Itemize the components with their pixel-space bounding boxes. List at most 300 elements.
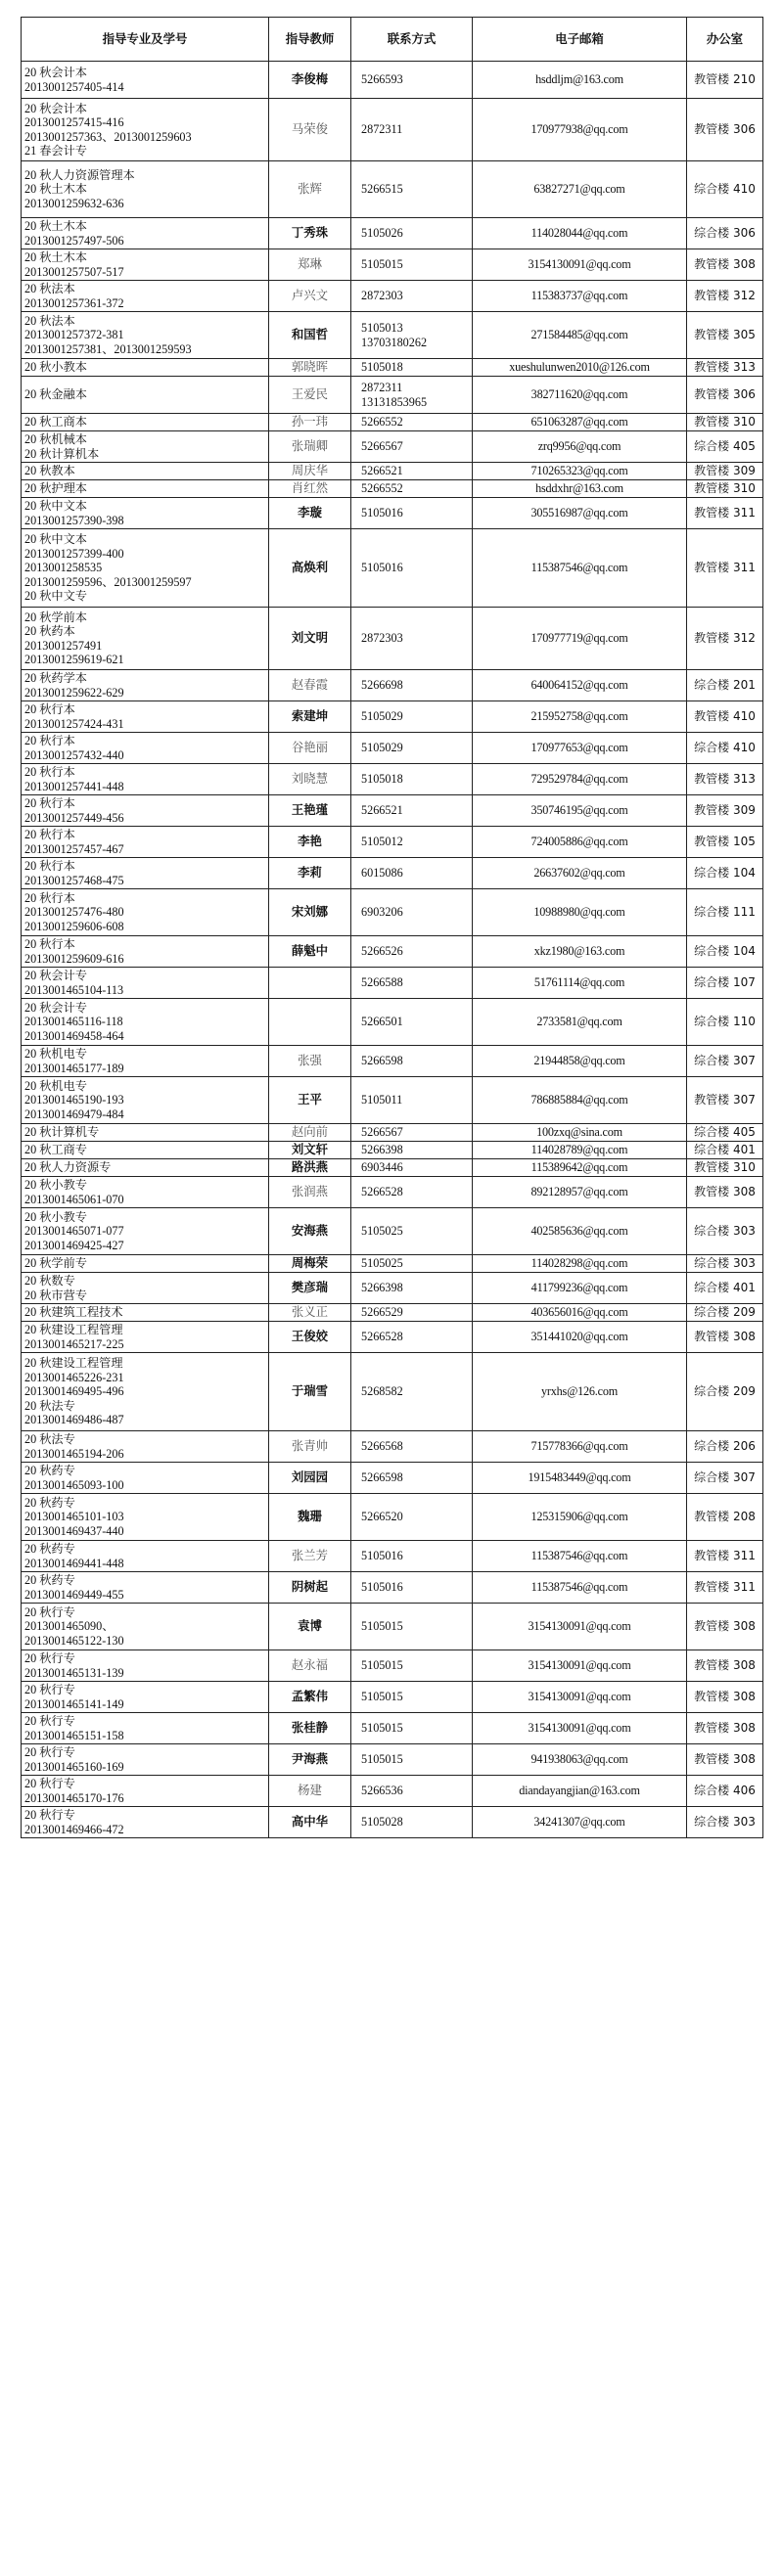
office-location: 综合楼 104 [687,936,763,968]
teacher-name: 和国哲 [269,312,351,359]
major-line: 2013001259609-616 [24,951,124,966]
major-cell [22,1541,269,1572]
major-cell [22,1177,269,1208]
table-row [22,281,763,312]
email-address: hsddxhr@163.com [473,480,687,498]
table-row [22,312,763,359]
major-cell [22,1304,269,1322]
teacher-name: 于瑞雪 [269,1353,351,1431]
phone-number: 5266398 [361,1281,403,1295]
table-row [22,498,763,529]
major-line: 2013001465090、 [24,1619,115,1634]
major-line: 20 秋行专 [24,1683,75,1697]
office-location: 教管楼 313 [687,359,763,377]
phone-number: 13703180262 [361,335,428,349]
phone-cell [351,218,473,249]
teacher-name: 谷艳丽 [269,733,351,764]
phone-number: 5105016 [361,506,403,520]
email-address: 21944858@qq.com [473,1046,687,1077]
phone-cell [351,480,473,498]
major-line: 2013001465116-118 [24,1015,123,1029]
major-line: 2013001465104-113 [24,982,124,997]
teacher-name: 樊彦瑞 [269,1273,351,1304]
major-cell [22,99,269,161]
major-line: 20 秋土木本 [24,250,87,265]
teacher-name: 李俊梅 [269,62,351,99]
phone-cell [351,99,473,161]
teacher-name: 刘园园 [269,1463,351,1494]
office-location: 教管楼 308 [687,1682,763,1713]
teacher-name: 王艳瑾 [269,795,351,827]
major-cell [22,281,269,312]
major-cell [22,795,269,827]
email-address: 305516987@qq.com [473,498,687,529]
email-address: 3154130091@qq.com [473,1713,687,1744]
major-line: 2013001257372-381 [24,328,124,342]
table-row [22,249,763,281]
major-cell [22,1431,269,1463]
major-line: 2013001465170-176 [24,1790,124,1805]
email-address: 1915483449@qq.com [473,1463,687,1494]
phone-cell [351,858,473,889]
major-line: 2013001257449-456 [24,810,124,825]
major-cell [22,377,269,414]
major-line: 20 秋行专 [24,1651,75,1666]
table-row [22,827,763,858]
email-address: 114028298@qq.com [473,1255,687,1273]
teacher-name: 张强 [269,1046,351,1077]
email-address: 3154130091@qq.com [473,249,687,281]
table-row [22,414,763,431]
phone-number: 2872303 [361,289,403,303]
major-line: 20 秋市营专 [24,1288,87,1302]
major-cell [22,1159,269,1177]
major-line: 20 秋工商本 [24,415,87,429]
major-line: 2013001257432-440 [24,747,124,762]
phone-number: 5266568 [361,1439,403,1454]
teacher-name: 安海燕 [269,1208,351,1255]
major-line: 20 秋教本 [24,464,75,478]
email-address: 170977719@qq.com [473,608,687,670]
phone-number: 5266552 [361,481,403,496]
teacher-name: 薛魁中 [269,936,351,968]
major-cell [22,1208,269,1255]
email-address: 115389642@qq.com [473,1159,687,1177]
phone-cell [351,1046,473,1077]
phone-cell [351,414,473,431]
table-row [22,608,763,670]
phone-number: 6903446 [361,1160,403,1175]
major-line: 2013001465190-193 [24,1093,124,1107]
email-address: 3154130091@qq.com [473,1650,687,1682]
major-cell [22,1273,269,1304]
major-line: 20 秋土木本 [24,219,87,234]
major-line: 20 秋药专 [24,1464,75,1478]
major-line: 20 秋学前专 [24,1256,87,1271]
office-location: 教管楼 311 [687,529,763,608]
office-location: 综合楼 104 [687,858,763,889]
major-line: 2013001469449-455 [24,1587,124,1602]
major-line: 2013001259632-636 [24,196,124,210]
table-row [22,1273,763,1304]
major-cell [22,359,269,377]
phone-cell [351,1159,473,1177]
major-line: 20 秋行专 [24,1777,75,1791]
teacher-name: 张青帅 [269,1431,351,1463]
office-location: 综合楼 107 [687,968,763,999]
office-location: 综合楼 401 [687,1273,763,1304]
phone-number: 5266398 [361,1143,403,1157]
phone-number: 5266529 [361,1305,403,1320]
phone-cell [351,62,473,99]
teacher-name: 卢兴文 [269,281,351,312]
teacher-name: 赵永福 [269,1650,351,1682]
table-row [22,999,763,1046]
email-address: 351441020@qq.com [473,1322,687,1353]
teacher-name: 杨建 [269,1776,351,1807]
table-row [22,1353,763,1431]
table-body [22,62,763,1838]
office-location: 教管楼 311 [687,1541,763,1572]
major-line: 2013001257363、2013001259603 [24,129,192,144]
major-line: 20 秋数专 [24,1274,75,1288]
table-row [22,968,763,999]
table-row [22,1744,763,1776]
table-row [22,795,763,827]
office-location: 教管楼 410 [687,701,763,733]
email-address: zrq9956@qq.com [473,431,687,463]
teacher-name: 赵向前 [269,1124,351,1142]
table-row [22,1142,763,1159]
teacher-name: 高中华 [269,1807,351,1838]
phone-cell [351,701,473,733]
table-row [22,764,763,795]
office-location: 综合楼 401 [687,1142,763,1159]
email-address: 3154130091@qq.com [473,1604,687,1650]
phone-number: 5105015 [361,1658,403,1673]
table-row [22,1046,763,1077]
phone-cell [351,1077,473,1124]
major-line: 2013001257441-448 [24,779,124,793]
teacher-name: 张兰芳 [269,1541,351,1572]
major-cell [22,414,269,431]
advisor-contact-table [21,17,763,1838]
table-row [22,99,763,161]
major-line: 2013001257399-400 [24,546,124,561]
major-line: 20 秋行专 [24,1745,75,1760]
phone-number: 5105013 [361,321,403,336]
email-address: 10988980@qq.com [473,889,687,936]
major-line: 20 秋中文本 [24,532,87,547]
teacher-name: 宋刘娜 [269,889,351,936]
office-location: 综合楼 110 [687,999,763,1046]
major-line: 2013001257491 [24,638,103,653]
major-cell [22,1322,269,1353]
office-location: 综合楼 306 [687,218,763,249]
phone-number: 5266501 [361,1015,403,1029]
major-line: 2013001465217-225 [24,1336,124,1351]
teacher-name: 李莉 [269,858,351,889]
major-line: 20 秋机电专 [24,1078,87,1093]
email-address: 170977938@qq.com [473,99,687,161]
phone-cell [351,795,473,827]
email-address: 170977653@qq.com [473,733,687,764]
major-cell [22,62,269,99]
phone-cell [351,529,473,608]
email-address: 3154130091@qq.com [473,1682,687,1713]
email-address: xkz1980@163.com [473,936,687,968]
phone-number: 5105015 [361,1690,403,1704]
major-line: 20 秋行本 [24,828,75,842]
major-line: 20 秋会计专 [24,1000,87,1015]
major-line: 20 秋人力资源专 [24,1160,112,1175]
major-line: 2013001469486-487 [24,1413,124,1427]
major-line: 2013001259606-608 [24,919,124,933]
phone-cell [351,1255,473,1273]
office-location: 教管楼 308 [687,249,763,281]
major-line: 20 秋行本 [24,796,75,811]
phone-cell [351,1431,473,1463]
email-address: 941938063@qq.com [473,1744,687,1776]
major-cell [22,1463,269,1494]
major-cell [22,1124,269,1142]
office-location: 综合楼 405 [687,1124,763,1142]
major-cell [22,1713,269,1744]
phone-cell [351,1776,473,1807]
phone-cell [351,312,473,359]
phone-cell [351,498,473,529]
phone-cell [351,1713,473,1744]
phone-number: 6015086 [361,866,403,881]
major-line: 20 秋会计专 [24,969,87,983]
major-line: 20 秋药专 [24,1573,75,1588]
table-header-row [22,18,763,62]
table-row [22,936,763,968]
phone-cell [351,608,473,670]
major-line: 20 秋行本 [24,734,75,748]
phone-number: 5105016 [361,561,403,575]
phone-number: 6903206 [361,905,403,920]
major-line: 2013001257476-480 [24,905,124,920]
major-line: 20 秋建设工程管理 [24,1323,123,1337]
major-line: 20 秋法本 [24,282,75,296]
header-phone: 联系方式 [351,18,473,62]
phone-cell [351,1572,473,1604]
major-line: 20 秋中文专 [24,589,87,604]
teacher-name: 周庆华 [269,463,351,480]
teacher-name: 王平 [269,1077,351,1124]
email-address: 715778366@qq.com [473,1431,687,1463]
teacher-name: 马荣俊 [269,99,351,161]
phone-cell [351,1807,473,1838]
major-cell [22,529,269,608]
major-line: 2013001469425-427 [24,1238,124,1252]
office-location: 教管楼 308 [687,1713,763,1744]
major-line: 2013001257507-517 [24,264,124,279]
major-line: 20 秋会计本 [24,66,87,80]
table-row [22,670,763,701]
office-location: 综合楼 206 [687,1431,763,1463]
phone-number: 5266521 [361,803,403,818]
major-line: 2013001257361-372 [24,295,124,310]
email-address: 215952758@qq.com [473,701,687,733]
major-line: 20 秋学前本 [24,610,87,624]
major-cell [22,1572,269,1604]
major-line: 2013001469458-464 [24,1028,124,1043]
phone-number: 5105018 [361,360,403,375]
email-address: 786885884@qq.com [473,1077,687,1124]
phone-cell [351,1604,473,1650]
table-row [22,529,763,608]
email-address: 114028044@qq.com [473,218,687,249]
office-location: 教管楼 309 [687,795,763,827]
major-line: 2013001257424-431 [24,716,124,731]
teacher-name: 阴树起 [269,1572,351,1604]
major-line: 20 秋行本 [24,765,75,780]
office-location: 教管楼 308 [687,1650,763,1682]
teacher-name: 张义正 [269,1304,351,1322]
teacher-name: 王俊姣 [269,1322,351,1353]
major-cell [22,463,269,480]
office-location: 综合楼 307 [687,1463,763,1494]
phone-number: 5266567 [361,439,403,454]
teacher-name: 魏珊 [269,1494,351,1541]
table-row [22,1159,763,1177]
teacher-name [269,968,351,999]
major-line: 20 秋护理本 [24,481,87,496]
teacher-name: 李璇 [269,498,351,529]
teacher-name: 郭晓晖 [269,359,351,377]
email-address: 100zxq@sina.com [473,1124,687,1142]
phone-cell [351,1142,473,1159]
header-email: 电子邮箱 [473,18,687,62]
header-major: 指导专业及学号 [22,18,269,62]
table-row [22,1077,763,1124]
phone-number: 5105026 [361,226,403,241]
office-location: 教管楼 105 [687,827,763,858]
phone-number: 5105012 [361,835,403,849]
office-location: 教管楼 306 [687,99,763,161]
office-location: 教管楼 307 [687,1077,763,1124]
phone-number: 5266588 [361,975,403,990]
major-line: 2013001465131-139 [24,1665,124,1680]
major-cell [22,1494,269,1541]
phone-number: 5268582 [361,1384,403,1399]
table-row [22,62,763,99]
major-line: 20 秋行专 [24,1808,75,1823]
table-row [22,1124,763,1142]
phone-number: 5266698 [361,678,403,693]
major-line: 20 秋行专 [24,1604,75,1619]
email-address: 2733581@qq.com [473,999,687,1046]
phone-number: 5266521 [361,464,403,478]
major-line: 2013001465141-149 [24,1696,124,1711]
office-location: 教管楼 308 [687,1744,763,1776]
major-cell [22,312,269,359]
major-line: 2013001469466-472 [24,1822,124,1836]
phone-number: 5105016 [361,1580,403,1595]
phone-cell [351,968,473,999]
phone-cell [351,1124,473,1142]
major-line: 20 秋药学本 [24,671,87,686]
major-line: 20 秋金融本 [24,387,87,402]
major-cell [22,498,269,529]
office-location: 综合楼 307 [687,1046,763,1077]
major-line: 2013001465151-158 [24,1728,124,1742]
major-line: 2013001465093-100 [24,1477,124,1492]
email-address: diandayangjian@163.com [473,1776,687,1807]
header-teacher: 指导教师 [269,18,351,62]
major-line: 20 秋机械本 [24,432,87,447]
office-location: 教管楼 208 [687,1494,763,1541]
email-address: 640064152@qq.com [473,670,687,701]
phone-number: 5105015 [361,1721,403,1736]
email-address: 115387546@qq.com [473,1541,687,1572]
phone-number: 5105018 [361,772,403,787]
teacher-name: 张瑞卿 [269,431,351,463]
major-line: 20 秋行本 [24,937,75,952]
major-cell [22,1682,269,1713]
phone-number: 5266536 [361,1784,403,1798]
table-row [22,1463,763,1494]
major-line: 2013001469441-448 [24,1556,124,1570]
major-line: 2013001465226-231 [24,1370,124,1384]
teacher-name: 索建坤 [269,701,351,733]
phone-cell [351,377,473,414]
teacher-name: 赵春霞 [269,670,351,701]
office-location: 教管楼 309 [687,463,763,480]
major-line: 20 秋小教本 [24,360,87,375]
phone-number: 5105015 [361,1752,403,1767]
email-address: 51761114@qq.com [473,968,687,999]
table-row [22,1322,763,1353]
major-line: 2013001469479-484 [24,1107,124,1121]
major-line: 2013001257405-414 [24,79,124,94]
major-cell [22,670,269,701]
email-address: hsddljm@163.com [473,62,687,99]
office-location: 教管楼 312 [687,281,763,312]
phone-cell [351,1273,473,1304]
contact-table-container [21,17,762,1838]
teacher-name: 周梅荣 [269,1255,351,1273]
major-cell [22,936,269,968]
major-cell [22,431,269,463]
office-location: 综合楼 410 [687,733,763,764]
teacher-name: 高焕利 [269,529,351,608]
major-line: 20 秋中文本 [24,499,87,514]
table-row [22,1494,763,1541]
office-location: 教管楼 308 [687,1604,763,1650]
major-line: 2013001469495-496 [24,1384,124,1399]
phone-number: 5266593 [361,72,403,87]
office-location: 综合楼 209 [687,1304,763,1322]
phone-number: 5105011 [361,1093,403,1107]
office-location: 综合楼 209 [687,1353,763,1431]
email-address: 125315906@qq.com [473,1494,687,1541]
teacher-name: 袁博 [269,1604,351,1650]
major-line: 20 秋行专 [24,1714,75,1729]
email-address: 115387546@qq.com [473,529,687,608]
major-line: 2013001465101-103 [24,1510,124,1524]
phone-cell [351,1353,473,1431]
phone-number: 5105015 [361,257,403,272]
phone-cell [351,1177,473,1208]
major-cell [22,1650,269,1682]
office-location: 综合楼 201 [687,670,763,701]
teacher-name: 李艳 [269,827,351,858]
major-cell [22,999,269,1046]
teacher-name: 尹海燕 [269,1744,351,1776]
